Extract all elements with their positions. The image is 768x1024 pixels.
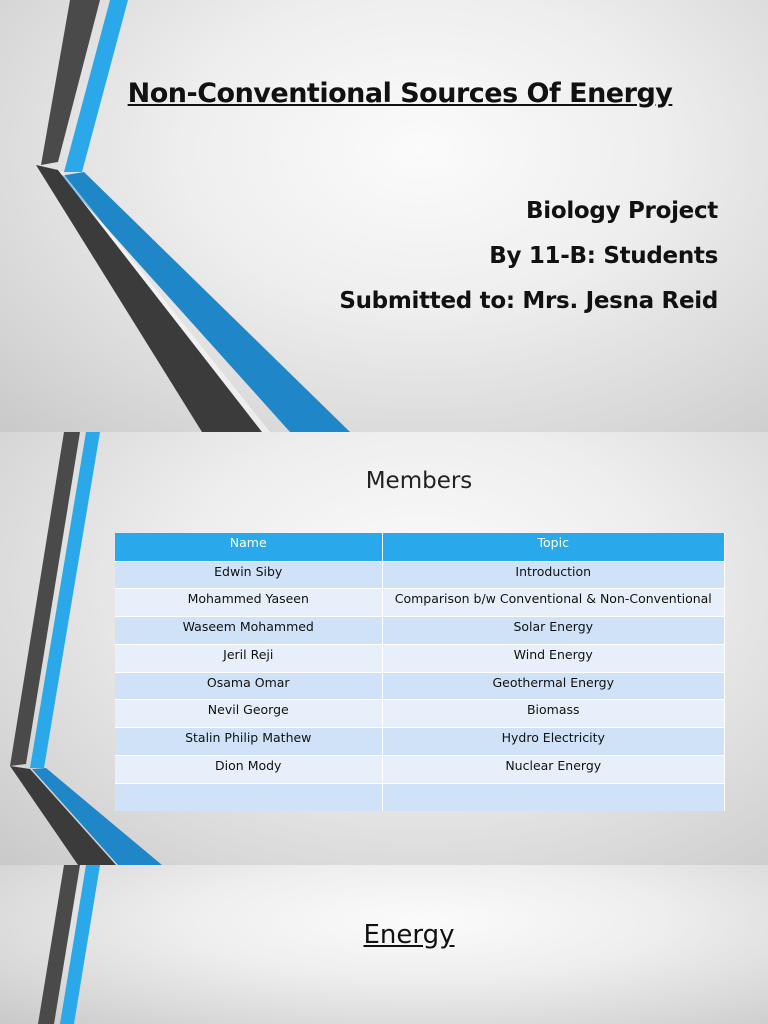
cell-topic: Solar Energy	[382, 617, 725, 645]
cell-topic: Nuclear Energy	[382, 756, 725, 784]
cell-name: Dion Mody	[115, 756, 382, 784]
cell-topic: Geothermal Energy	[382, 672, 725, 700]
slide-members	[0, 432, 768, 865]
table-row	[115, 756, 725, 784]
members-table	[115, 533, 725, 811]
presentation-title: Non-Conventional Sources Of Energy	[127, 78, 673, 109]
cell-topic: Comparison b/w Conventional & Non-Conventional	[382, 589, 725, 617]
subtitle-project: Biology Project	[526, 198, 718, 224]
table-row	[115, 672, 725, 700]
table-row	[115, 589, 725, 617]
cell-topic: Biomass	[382, 700, 725, 728]
table-row	[115, 728, 725, 756]
cell-topic: Hydro Electricity	[382, 728, 725, 756]
cell-name: Mohammed Yaseen	[115, 589, 382, 617]
table-row	[115, 617, 725, 645]
slide-title	[0, 0, 768, 432]
table-row	[115, 561, 725, 589]
cell-name: Nevil George	[115, 700, 382, 728]
header-name: Name	[115, 533, 382, 561]
table-row	[115, 783, 725, 811]
table-row	[115, 644, 725, 672]
header-topic: Topic	[382, 533, 725, 561]
cell-topic	[382, 783, 725, 811]
energy-heading: Energy	[363, 920, 455, 950]
subtitle-class: By 11-B: Students	[489, 243, 718, 269]
cell-name	[115, 783, 382, 811]
cell-name: Edwin Siby	[115, 561, 382, 589]
cell-name: Jeril Reji	[115, 644, 382, 672]
table-row	[115, 700, 725, 728]
members-heading: Members	[365, 468, 473, 494]
slide-energy	[0, 865, 768, 1024]
cell-topic: Introduction	[382, 561, 725, 589]
table-header-row	[115, 533, 725, 561]
cell-name: Stalin Philip Mathew	[115, 728, 382, 756]
cell-name: Osama Omar	[115, 672, 382, 700]
cell-topic: Wind Energy	[382, 644, 725, 672]
subtitle-submitted: Submitted to: Mrs. Jesna Reid	[339, 288, 718, 314]
cell-name: Waseem Mohammed	[115, 617, 382, 645]
